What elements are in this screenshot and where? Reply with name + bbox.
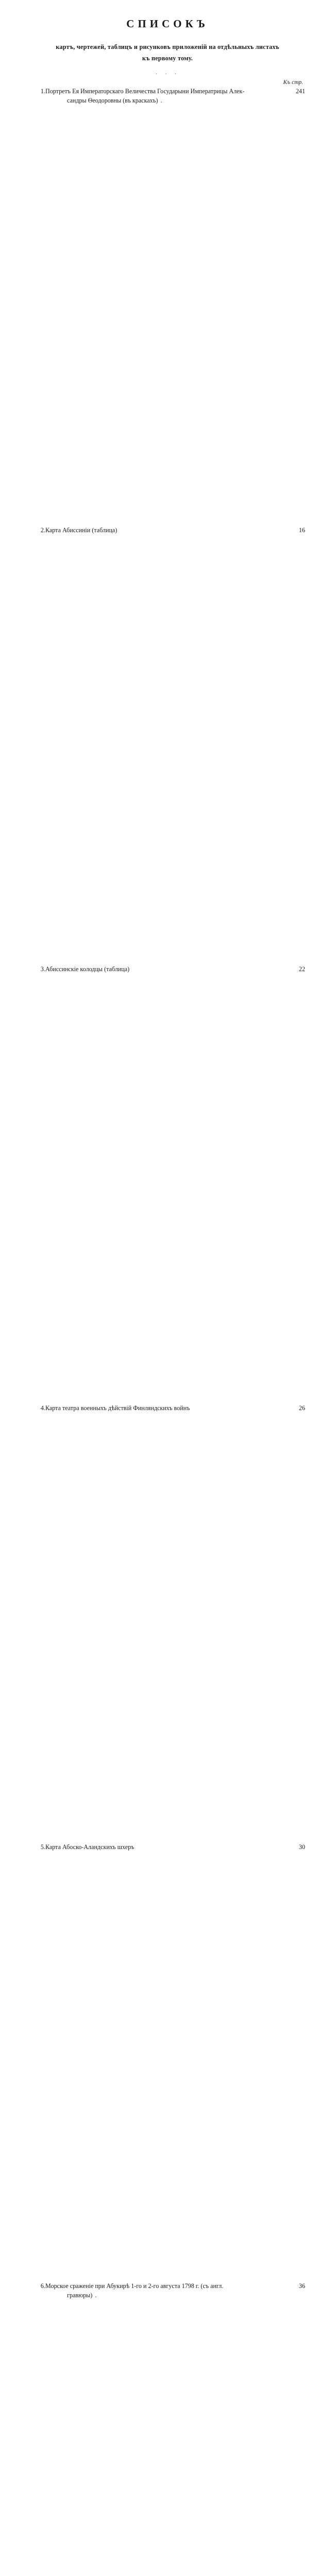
illustration-list-table [30,87,305,2576]
list-item-title-line: сандры Ѳеодоровны (въ краскахъ) . [67,96,163,104]
list-item-title [45,965,288,1404]
list-item-page-number: 26 [298,1404,305,1412]
list-item-title-line: Карта Абоско-Аландскихъ шхеръ [45,1843,135,1851]
list-item [30,965,305,1404]
list-item-title [45,526,288,965]
list-item-number: 6. [40,2282,45,2290]
list-item-number: 4. [40,1404,45,1412]
list-item-page-number: 22 [298,965,305,973]
list-item [30,1843,305,2282]
list-item-page-number: 36 [298,2282,305,2290]
list-item-title-line: Морское сраженіе при Абукирѣ 1-го и 2-го августа 1798 г. (съ англ. [45,2282,224,2290]
list-item-title-line: Портретъ Ея Императорскаго Величества Государыни Императрицы Алек- [45,88,245,95]
list-item-page-number: 16 [298,527,305,534]
list-item-title-line: гравюры) . [67,2291,98,2299]
list-item-title [45,2282,288,2576]
list-item-title [45,1843,288,2282]
list-item [30,1404,305,1843]
list-item [30,2282,305,2576]
list-item-title-line: Карта Абиссиніи (таблица) [45,527,118,534]
ornament-divider: · · · [155,71,180,78]
page-title: СПИСОКЪ [126,18,209,30]
list-item-title-line: Карта театра военныхъ дѣйствій Финляндскихъ войнъ [45,1404,190,1412]
list-item-title [45,1404,288,1843]
leader-dots: . [158,96,163,104]
list-item-number: 2. [40,527,45,534]
page-column-header: Къ стр. [283,79,303,86]
list-item-number: 1. [40,88,45,95]
list-item [30,526,305,965]
subtitle-line-1: картъ, чертежей, таблицъ и рисунковъ приложеній на отдѣльныхъ листахъ [56,43,279,50]
list-item [30,87,305,526]
leader-dots: . [92,2291,98,2299]
subtitle-line-2: къ первому тому. [142,54,193,62]
list-item-number: 3. [40,965,45,973]
list-item-number: 5. [40,1843,45,1851]
list-item-page-number: 241 [295,88,305,95]
list-item-page-number: 30 [298,1843,305,1851]
list-item-title [45,87,288,526]
list-item-title-line: Абиссинскіе колодцы (таблица) [45,965,130,973]
